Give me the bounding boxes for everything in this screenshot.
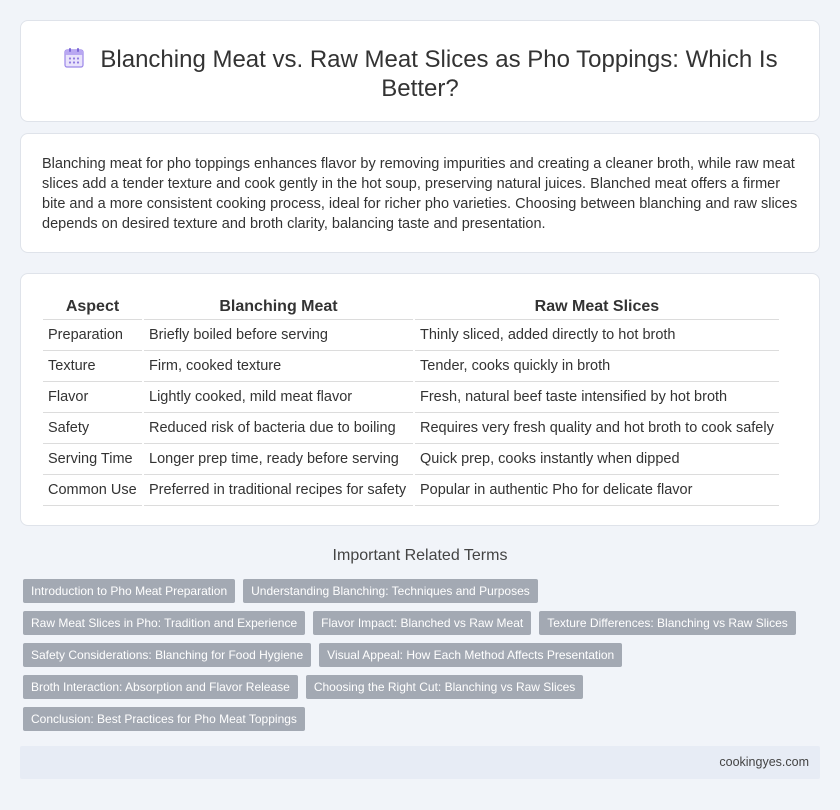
page-title-text: Blanching Meat vs. Raw Meat Slices as Pho Toppings: Which Is Better? [100, 46, 778, 102]
cell-aspect: Safety [43, 412, 142, 443]
cell-blanching: Longer prep time, ready before serving [144, 443, 413, 474]
related-term-tag[interactable]: Broth Interaction: Absorption and Flavor Release [23, 675, 298, 699]
cell-blanching: Reduced risk of bacteria due to boiling [144, 412, 413, 443]
cell-blanching: Preferred in traditional recipes for safety [144, 474, 413, 505]
related-term-tag[interactable]: Flavor Impact: Blanched vs Raw Meat [313, 611, 531, 635]
header-card [20, 20, 820, 122]
cell-raw: Thinly sliced, added directly to hot broth [415, 319, 779, 350]
cell-aspect: Preparation [43, 319, 142, 350]
related-term-tag[interactable]: Safety Considerations: Blanching for Food Hygiene [23, 643, 311, 667]
cell-aspect: Common Use [43, 474, 142, 505]
footer [20, 746, 820, 779]
page-title [61, 45, 779, 103]
related-term-tag[interactable]: Visual Appeal: How Each Method Affects Presentation [319, 643, 622, 667]
tag-row [23, 643, 803, 667]
cell-raw: Requires very fresh quality and hot broth to cook safely [415, 412, 779, 443]
related-term-tag[interactable]: Choosing the Right Cut: Blanching vs Raw Slices [306, 675, 583, 699]
related-term-tag[interactable]: Raw Meat Slices in Pho: Tradition and Experience [23, 611, 305, 635]
related-term-tag[interactable]: Conclusion: Best Practices for Pho Meat Toppings [23, 707, 305, 731]
header-blanching: Blanching Meat [144, 296, 413, 319]
calendar-icon [62, 46, 86, 70]
related-term-tag[interactable]: Texture Differences: Blanching vs Raw Slices [539, 611, 796, 635]
related-terms-list [23, 579, 803, 739]
tag-row [23, 675, 803, 699]
comparison-card [20, 273, 820, 526]
table-row [43, 443, 779, 474]
table-row [43, 412, 779, 443]
cell-raw: Tender, cooks quickly in broth [415, 350, 779, 381]
table-row [43, 319, 779, 350]
cell-blanching: Briefly boiled before serving [144, 319, 413, 350]
table-row [43, 474, 779, 505]
cell-aspect: Serving Time [43, 443, 142, 474]
table-row [43, 350, 779, 381]
title-wrap [61, 45, 779, 103]
related-term-tag[interactable]: Understanding Blanching: Techniques and Purposes [243, 579, 538, 603]
cell-raw: Fresh, natural beef taste intensified by hot broth [415, 381, 779, 412]
cell-aspect: Texture [43, 350, 142, 381]
cell-aspect: Flavor [43, 381, 142, 412]
intro-card [20, 133, 820, 253]
cell-raw: Popular in authentic Pho for delicate flavor [415, 474, 779, 505]
cell-raw: Quick prep, cooks instantly when dipped [415, 443, 779, 474]
related-term-tag[interactable]: Introduction to Pho Meat Preparation [23, 579, 235, 603]
cell-blanching: Lightly cooked, mild meat flavor [144, 381, 413, 412]
tag-row [23, 579, 803, 603]
header-raw: Raw Meat Slices [415, 296, 779, 319]
header-aspect: Aspect [43, 296, 142, 319]
comparison-table [43, 296, 779, 506]
table-row [43, 381, 779, 412]
intro-paragraph: Blanching meat for pho toppings enhances flavor by removing impurities and creating a cleaner broth, while raw meat slices add a tender texture and cook gently in the hot soup, preserving natural juices. Blanched meat offers a firmer bite and a more consistent cooking process, ideal for richer pho varieties. Choosing between blanching and raw slices depends on desired texture and broth clarity, balancing taste and presentation. [42, 156, 798, 232]
footer-site-link[interactable]: cookingyes.com [719, 755, 809, 769]
cell-blanching: Firm, cooked texture [144, 350, 413, 381]
tag-row [23, 611, 803, 635]
related-terms-title: Important Related Terms [332, 547, 508, 564]
tag-row [23, 707, 803, 731]
table-header-row [43, 296, 779, 319]
